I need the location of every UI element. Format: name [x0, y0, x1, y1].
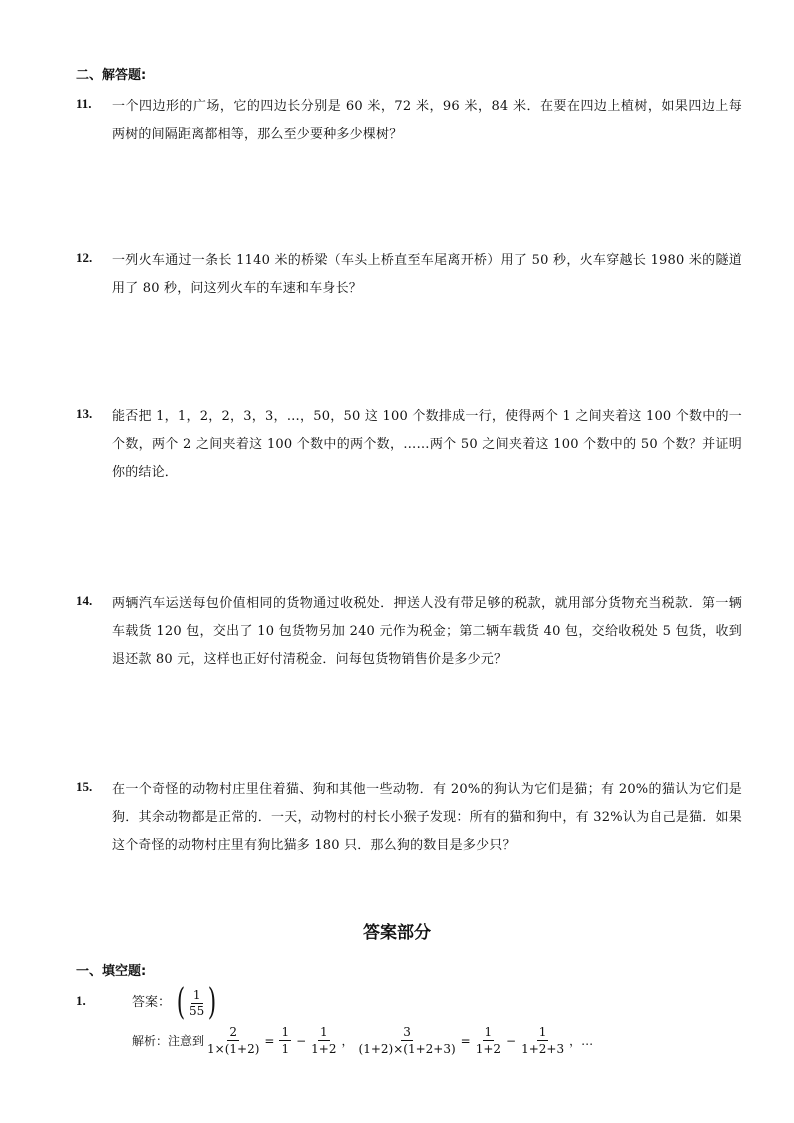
fraction-numerator: 1 — [192, 987, 201, 1002]
separator: ， — [341, 1034, 354, 1048]
answer-label: 答案： — [132, 995, 172, 1010]
fraction-numerator: 3 — [403, 1025, 411, 1039]
answer-section-heading: 答案部分 — [363, 923, 431, 943]
problem-text: 在一个奇怪的动物村庄里住着猫、狗和其他一些动物．有 20%的狗认为它们是猫；有 20%的猫认为它们是狗．其余动物都是正常的．一天，动物村的村长小猴子发现：所有的猫和狗中，有 32%认为自己是猫．如果这个奇怪的动物村庄里有狗比猫多 180 只．那么狗的数目是多少只？ — [112, 782, 742, 853]
fraction-denominator: (1+2)×(1+2+3) — [358, 1042, 456, 1056]
right-paren: ) — [208, 982, 217, 1023]
problem-text: 能否把 1，1，2，2，3，3，…，50，50 这 100 个数排成一行，使得两个 1 之间夹着这 100 个数中的一个数，两个 2 之间夹着这 100 个数中的两个数，……两个 50 之间夹着这 100 个数中的 50 个数？并证明你的结论． — [112, 409, 742, 480]
minus-sign: − — [506, 1033, 517, 1048]
left-paren: ( — [176, 982, 186, 1023]
problem-text: 一列火车通过一条长 1140 米的桥梁（车头上桥直至车尾离开桥）用了 50 秒，火车穿越长 1980 米的隧道用了 80 秒，问这列火车的车速和车身长？ — [112, 253, 742, 296]
fraction-denominator: 1 — [281, 1042, 290, 1056]
fraction-denominator: 1×(1+2) — [207, 1042, 260, 1056]
equals-sign: = — [460, 1033, 471, 1048]
answer-fraction — [188, 988, 205, 1019]
problem-number: 11. — [76, 96, 92, 111]
problem-number: 14. — [76, 593, 93, 608]
fraction-numerator: 1 — [538, 1025, 547, 1039]
answer-number: 1. — [76, 993, 86, 1008]
fraction-numerator: 1 — [281, 1025, 290, 1039]
fraction-numerator: 2 — [229, 1025, 238, 1039]
minus-sign: − — [296, 1033, 307, 1048]
equals-sign: = — [264, 1033, 275, 1048]
problem-text: 一个四边形的广场，它的四边长分别是 60 米，72 米，96 米，84 米．在要在四边上植树，如果四边上每两树的间隔距离都相等，那么至少要种多少棵树？ — [112, 99, 742, 142]
fraction-denominator: 55 — [189, 1003, 205, 1018]
fraction — [475, 1024, 502, 1057]
problem-number: 12. — [76, 250, 93, 265]
fraction — [278, 1024, 292, 1057]
section-title-solve: 二、解答题: — [76, 68, 147, 83]
problem-text: 两辆汽车运送每包价值相同的货物通过收税处．押送人没有带足够的税款，就用部分货物充当税款．第一辆车载货 120 包，交出了 10 包货物另加 240 元作为税金；第二辆车载货 40 包，交给收税处 5 包货，收到退还款 80 元，这样也正好付清税金．问每包货物销售价是多少元？ — [112, 596, 742, 667]
fraction — [520, 1024, 565, 1057]
section-title-fill: 一、填空题: — [76, 964, 147, 979]
answer-value — [174, 982, 219, 1023]
fraction — [310, 1024, 337, 1057]
analysis-line — [132, 1024, 595, 1057]
fraction — [206, 1024, 260, 1057]
fraction-denominator: 1+2 — [311, 1042, 337, 1056]
fraction-numerator: 1 — [484, 1025, 493, 1039]
fraction-denominator: 1+2 — [475, 1042, 502, 1056]
analysis-label: 解析：注意到 — [132, 1034, 205, 1048]
ellipsis: ，… — [569, 1034, 594, 1048]
problem-number: 13. — [76, 406, 93, 421]
problem-number: 15. — [76, 779, 93, 794]
fraction-numerator: 1 — [320, 1025, 328, 1039]
fraction-denominator: 1+2+3 — [521, 1042, 565, 1056]
fraction — [358, 1024, 457, 1057]
